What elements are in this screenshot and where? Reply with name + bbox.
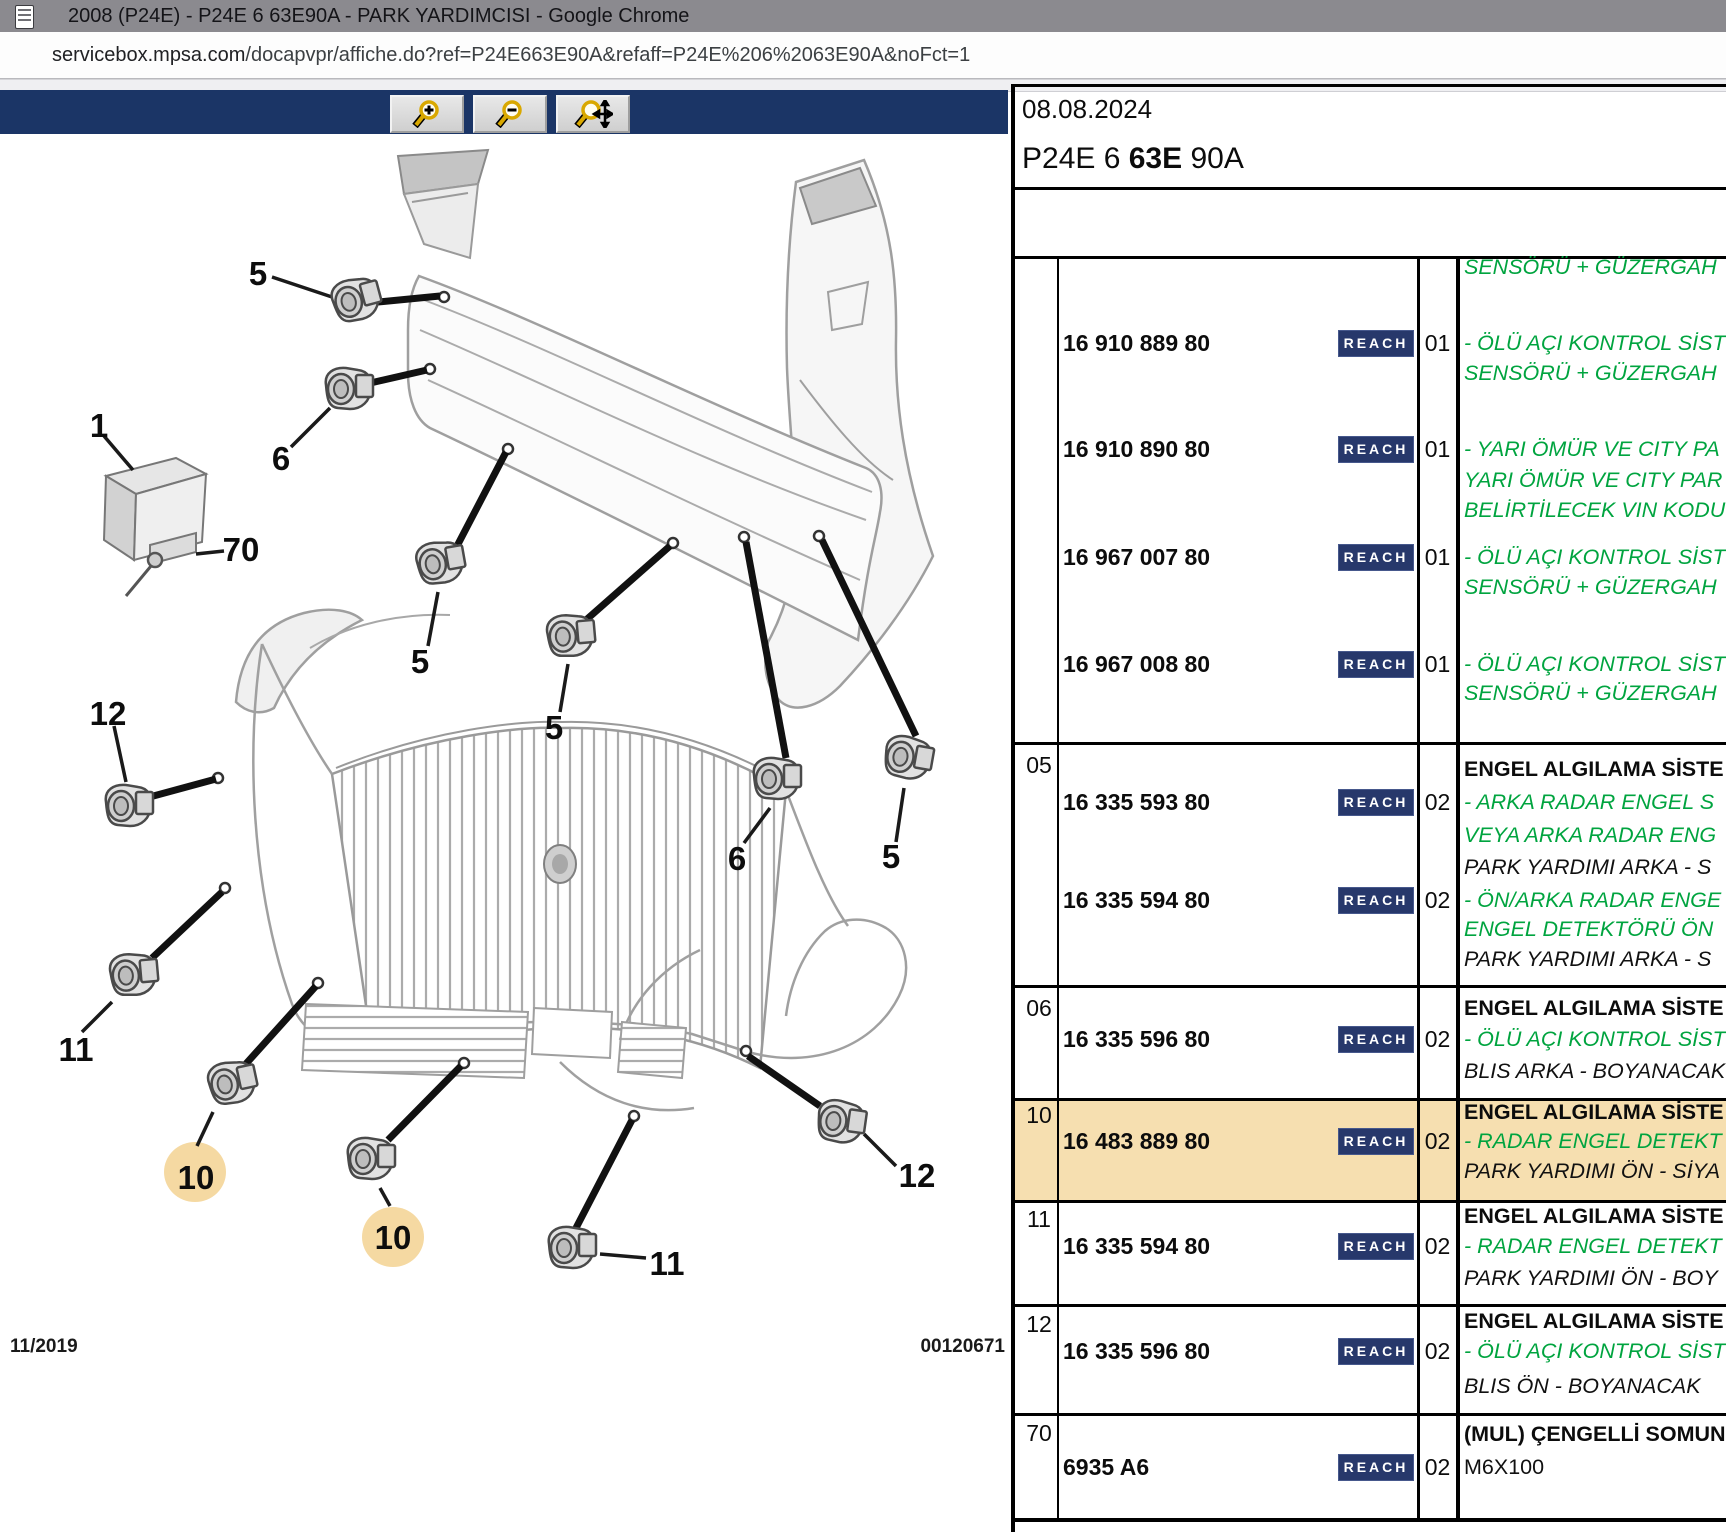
- header-border-bottom: [1011, 187, 1726, 190]
- callout-10-a[interactable]: 10: [177, 1159, 215, 1196]
- desc-line: VEYA ARKA RADAR ENG: [1464, 823, 1717, 847]
- part-number[interactable]: 16 910 889 80: [1063, 330, 1211, 356]
- item-ref-selected[interactable]: 10: [1026, 1102, 1052, 1128]
- desc-line: - ARKA RADAR ENGEL S: [1464, 790, 1715, 814]
- desc-line: PARK YARDIMI ARKA - S: [1464, 855, 1712, 879]
- quantity: 02: [1424, 1233, 1451, 1259]
- quantity: 01: [1424, 330, 1451, 356]
- part-number[interactable]: 16 335 594 80: [1063, 1233, 1211, 1259]
- park-assist-module: [104, 458, 206, 564]
- desc-line: - ÖLÜ AÇI KONTROL SİST: [1464, 331, 1726, 355]
- catalog-date: 08.08.2024: [1022, 94, 1153, 124]
- reach-badge[interactable]: REACH: [1338, 544, 1414, 571]
- reach-badge[interactable]: REACH: [1338, 1128, 1414, 1155]
- desc-line: - ÖLÜ AÇI KONTROL SİST: [1464, 652, 1726, 676]
- reach-badge[interactable]: REACH: [1338, 789, 1414, 816]
- section-border: [1011, 985, 1726, 988]
- section-border: [1011, 1200, 1726, 1203]
- desc-line: PARK YARDIMI ARKA - S: [1464, 947, 1712, 971]
- desc-line: BLIS ÖN - BOYANACAK: [1464, 1374, 1701, 1398]
- callout-5-rear-top[interactable]: 5: [248, 255, 268, 292]
- quantity: 01: [1424, 544, 1451, 570]
- part-number[interactable]: 16 335 596 80: [1063, 1026, 1211, 1052]
- item-ref[interactable]: 12: [1026, 1311, 1052, 1337]
- catalog-reference: P24E 6 63E 90A: [1022, 142, 1244, 175]
- callout-10-b[interactable]: 10: [374, 1219, 412, 1256]
- section-header: (MUL) ÇENGELLİ SOMUN: [1464, 1422, 1726, 1446]
- desc-line: - RADAR ENGEL DETEKT: [1464, 1234, 1722, 1258]
- desc-line: - ÖLÜ AÇI KONTROL SİST: [1464, 1339, 1726, 1363]
- part-number[interactable]: 16 483 889 80: [1063, 1128, 1211, 1154]
- diagram-number: 00120671: [920, 1336, 1005, 1357]
- part-number[interactable]: 16 967 008 80: [1063, 651, 1211, 677]
- url-domain: servicebox.mpsa.com: [52, 43, 246, 66]
- section-header: ENGEL ALGILAMA SİSTE: [1464, 1204, 1724, 1228]
- table-border-bottom: [1011, 1518, 1726, 1522]
- lower-grille: [302, 1004, 528, 1078]
- item-ref[interactable]: 06: [1026, 995, 1052, 1021]
- diagram-date: 11/2019: [10, 1336, 78, 1357]
- quantity: 01: [1424, 651, 1451, 677]
- part-number[interactable]: 16 335 596 80: [1063, 1338, 1211, 1364]
- part-number[interactable]: 6935 A6: [1063, 1454, 1150, 1480]
- reach-badge[interactable]: REACH: [1338, 330, 1414, 357]
- reach-badge[interactable]: REACH: [1338, 1338, 1414, 1365]
- desc-line: - ÖLÜ AÇI KONTROL SİST: [1464, 1027, 1726, 1051]
- item-ref[interactable]: 70: [1026, 1420, 1052, 1446]
- callout-1-module[interactable]: 1: [89, 407, 109, 444]
- section-header: ENGEL ALGILAMA SİSTE: [1464, 1309, 1724, 1333]
- item-ref[interactable]: 05: [1026, 752, 1052, 778]
- desc-line: PARK YARDIMI ÖN - SİYA: [1464, 1159, 1721, 1183]
- callout-12-front-left[interactable]: 12: [89, 695, 127, 732]
- section-header: ENGEL ALGILAMA SİSTE: [1464, 996, 1724, 1020]
- reach-badge[interactable]: REACH: [1338, 1026, 1414, 1053]
- panel-border-left: [1011, 84, 1015, 1532]
- quantity: 02: [1424, 1338, 1451, 1364]
- plate-recess: [532, 1008, 612, 1058]
- reach-badge[interactable]: REACH: [1338, 1233, 1414, 1260]
- callout-11-front-lower[interactable]: 11: [649, 1245, 685, 1282]
- callout-12-front-right[interactable]: 12: [898, 1157, 936, 1194]
- window-title: 2008 (P24E) - P24E 6 63E90A - PARK YARDIMCISI - Google Chrome: [68, 4, 690, 27]
- liftgate-trim: [398, 150, 488, 258]
- desc-line: ENGEL DETEKTÖRÜ ÖN: [1464, 917, 1714, 941]
- desc-line: PARK YARDIMI ÖN - BOY: [1464, 1266, 1718, 1290]
- desc-line: - YARI ÖMÜR VE CITY PA: [1464, 437, 1720, 461]
- callout-11-front-left[interactable]: 11: [58, 1031, 94, 1068]
- desc-line: - ÖLÜ AÇI KONTROL SİST: [1464, 545, 1726, 569]
- quantity: 02: [1424, 887, 1451, 913]
- url-path: /docapvpr/affiche.do?ref=P24E663E90A&refaff=P24E%206%2063E90A&noFct=1: [245, 43, 971, 66]
- quantity: 01: [1424, 436, 1451, 462]
- part-number[interactable]: 16 967 007 80: [1063, 544, 1211, 570]
- part-number[interactable]: 16 335 594 80: [1063, 887, 1211, 913]
- callout-6-rear-lower[interactable]: 6: [727, 840, 747, 877]
- desc-line: BELİRTİLECEK VIN KODU: [1464, 498, 1726, 522]
- section-border: [1011, 1413, 1726, 1416]
- section-header: ENGEL ALGILAMA SİSTE: [1464, 1100, 1724, 1124]
- part-number[interactable]: 16 910 890 80: [1063, 436, 1211, 462]
- desc-line: - RADAR ENGEL DETEKT: [1464, 1129, 1722, 1153]
- quantity: 02: [1424, 1026, 1451, 1052]
- desc-line: YARI ÖMÜR VE CITY PAR: [1464, 468, 1723, 492]
- callout-5-rear-mid[interactable]: 5: [544, 709, 564, 746]
- header-border-top: [1011, 84, 1726, 87]
- quantity: 02: [1424, 789, 1451, 815]
- desc-line: M6X100: [1464, 1455, 1545, 1479]
- desc-line: SENSÖRÜ + GÜZERGAH: [1464, 681, 1717, 705]
- section-border: [1011, 742, 1726, 745]
- quantity: 02: [1424, 1454, 1451, 1480]
- section-border: [1011, 1304, 1726, 1307]
- reach-badge[interactable]: REACH: [1338, 436, 1414, 463]
- part-number[interactable]: 16 335 593 80: [1063, 789, 1211, 815]
- side-vent: [618, 1022, 686, 1078]
- desc-line: - ÖN/ARKA RADAR ENGE: [1464, 888, 1722, 912]
- reach-badge[interactable]: REACH: [1338, 887, 1414, 914]
- desc-line: SENSÖRÜ + GÜZERGAH: [1464, 255, 1717, 279]
- callout-6-rear-upper[interactable]: 6: [271, 440, 291, 477]
- section-header: ENGEL ALGILAMA SİSTE: [1464, 757, 1724, 781]
- reach-badge[interactable]: REACH: [1338, 651, 1414, 678]
- reach-badge[interactable]: REACH: [1338, 1454, 1414, 1481]
- item-ref[interactable]: 11: [1027, 1206, 1051, 1232]
- callout-70-nut[interactable]: 70: [222, 531, 260, 568]
- desc-line: SENSÖRÜ + GÜZERGAH: [1464, 361, 1717, 385]
- column-border: [1456, 256, 1460, 1518]
- quantity: 02: [1424, 1128, 1451, 1154]
- desc-line: BLIS ARKA - BOYANACAK: [1464, 1059, 1726, 1083]
- callout-5-rear-right[interactable]: 5: [881, 838, 901, 875]
- callout-5-rear-left[interactable]: 5: [410, 643, 430, 680]
- desc-line: SENSÖRÜ + GÜZERGAH: [1464, 575, 1717, 599]
